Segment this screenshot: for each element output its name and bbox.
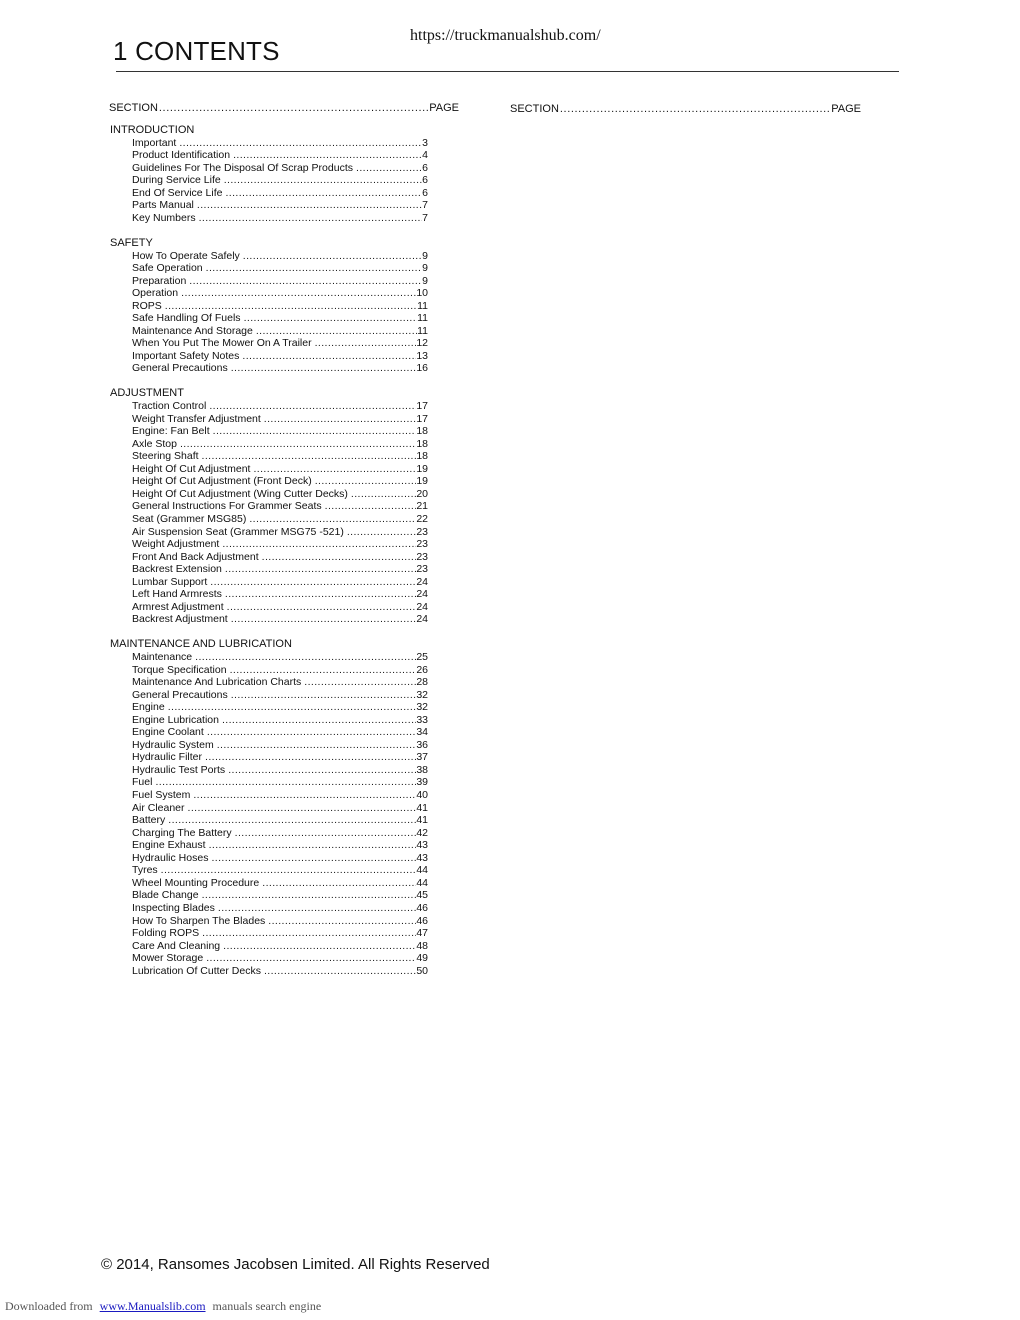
entry-page-number: 46 [416,914,428,927]
toc-entry[interactable] [132,475,428,488]
entry-page-number: 7 [422,211,428,224]
entry-title: Folding ROPS [132,927,200,940]
leader-dots [213,425,417,438]
entry-page-number: 24 [416,600,428,613]
toc-entry[interactable] [132,952,428,965]
toc-entry[interactable] [132,413,428,426]
toc-entry[interactable] [132,337,428,350]
entry-title: How To Sharpen The Blades [132,914,266,927]
manualslib-link[interactable]: www.Manualslib.com [99,1299,206,1313]
entry-title: Important [132,136,177,149]
section-heading: INTRODUCTION [110,124,195,136]
toc-entry[interactable] [132,362,428,375]
entry-page-number: 20 [416,487,428,500]
toc-entry[interactable] [132,425,428,438]
column-header-section: SECTION [510,103,559,115]
entry-page-number: 21 [416,500,428,513]
leader-dots [225,187,422,200]
entry-title: Height Of Cut Adjustment [132,462,251,475]
entry-page-number: 41 [416,801,428,814]
toc-entry[interactable] [132,701,428,714]
entry-page-number: 25 [416,651,428,664]
entry-title: Fuel System [132,789,191,802]
leader-dots [179,137,422,150]
entry-title: Engine Lubrication [132,713,219,726]
leader-dots [202,889,417,902]
footer-prefix: Downloaded from [5,1299,93,1313]
column-header-page: PAGE [831,103,861,115]
entry-page-number: 13 [416,349,428,362]
toc-entry[interactable] [132,839,428,852]
leader-dots [193,789,416,802]
toc-entry[interactable] [132,488,428,501]
leader-dots [560,103,830,116]
leader-dots [231,362,417,375]
entry-title: Parts Manual [132,199,194,212]
leader-dots [268,915,416,928]
leader-dots [159,102,428,115]
entry-title: Hydraulic Filter [132,751,203,764]
leader-dots [351,488,416,501]
entry-title: Engine: Fan Belt [132,425,210,438]
leader-dots [218,902,416,915]
leader-dots [202,927,416,940]
leader-dots [230,664,417,677]
entry-title: Weight Adjustment [132,538,220,551]
toc-entry[interactable] [132,689,428,702]
entry-title: Traction Control [132,400,207,413]
entry-title: Lumbar Support [132,575,208,588]
entry-title: General Instructions For Grammer Seats [132,500,322,513]
leader-dots [155,776,416,789]
leader-dots [180,438,416,451]
leader-dots [197,199,422,212]
toc-entry[interactable] [132,789,428,802]
toc-entry[interactable] [132,500,428,513]
leader-dots [202,450,417,463]
leader-dots [211,852,416,865]
toc-entry[interactable] [132,551,428,564]
toc-entry[interactable] [132,250,428,263]
entry-title: Care And Cleaning [132,939,221,952]
leader-dots [223,940,416,953]
entry-page-number: 24 [416,575,428,588]
entry-title: Blade Change [132,889,199,902]
leader-dots [222,538,416,551]
entry-title: General Precautions [132,688,228,701]
entry-page-number: 9 [422,249,428,262]
entry-title: Safe Handling Of Fuels [132,312,241,325]
toc-entry[interactable] [132,538,428,551]
entry-title: Hydraulic System [132,738,214,751]
toc-entry[interactable] [132,927,428,940]
entry-page-number: 6 [422,174,428,187]
leader-dots [210,576,416,589]
column-header-left [109,101,459,115]
leader-dots [315,337,417,350]
leader-dots [165,300,417,313]
leader-dots [253,463,416,476]
entry-page-number: 38 [416,763,428,776]
toc-entry[interactable] [132,162,428,175]
entry-page-number: 50 [416,964,428,977]
download-footer [5,1299,321,1314]
toc-entry[interactable] [132,814,428,827]
entry-page-number: 42 [416,826,428,839]
entry-title: End Of Service Life [132,186,223,199]
entry-page-number: 10 [416,287,428,300]
entry-title: General Precautions [132,362,228,375]
entry-page-number: 36 [416,738,428,751]
leader-dots [262,877,416,890]
entry-title: Height Of Cut Adjustment (Wing Cutter Decks) [132,487,348,500]
leader-dots [244,312,418,325]
entry-page-number: 28 [416,676,428,689]
entry-title: Product Identification [132,149,231,162]
leader-dots [262,551,417,564]
section-heading: MAINTENANCE AND LUBRICATION [110,638,292,651]
entry-page-number: 17 [416,400,428,413]
entry-title: Key Numbers [132,211,196,224]
entry-title: Engine Coolant [132,726,204,739]
entry-page-number: 32 [416,701,428,714]
leader-dots [168,701,417,714]
toc-entry[interactable] [132,438,428,451]
leader-dots [206,262,423,275]
entry-title: Axle Stop [132,437,177,450]
leader-dots [235,827,417,840]
entry-page-number: 24 [416,588,428,601]
leader-dots [249,513,416,526]
entry-page-number: 4 [422,149,428,162]
toc-entry[interactable] [132,576,428,589]
toc-entry[interactable] [132,199,428,212]
entry-title: Mower Storage [132,952,204,965]
leader-dots [188,802,417,815]
entry-page-number: 26 [416,663,428,676]
leader-dots [228,764,416,777]
toc-entry[interactable] [132,325,428,338]
toc-entry[interactable] [132,187,428,200]
entry-page-number: 11 [417,299,428,312]
entry-page-number: 23 [416,563,428,576]
toc-entry[interactable] [132,915,428,928]
entry-title: Weight Transfer Adjustment [132,412,261,425]
entry-title: Seat (Grammer MSG85) [132,513,247,525]
entry-title: ROPS [132,299,162,312]
toc-entry[interactable] [132,726,428,739]
leader-dots [209,400,416,413]
leader-dots [224,174,422,187]
toc-entry[interactable] [132,450,428,463]
entry-title: Backrest Extension [132,563,222,576]
entry-page-number: 19 [416,475,428,488]
toc-section [110,237,440,375]
leader-dots [207,726,417,739]
entry-title: Preparation [132,274,187,287]
entry-title: How To Operate Safely [132,249,240,262]
toc-entry[interactable] [132,940,428,953]
entry-page-number: 11 [417,312,428,325]
entry-title: Maintenance And Lubrication Charts [132,676,302,689]
toc-section [110,638,440,977]
entry-title: Height Of Cut Adjustment (Front Deck) [132,475,312,488]
toc-entry[interactable] [132,513,428,526]
toc-section [110,387,440,625]
table-of-contents [110,124,440,990]
leader-dots [325,500,417,513]
leader-dots [161,864,417,877]
leader-dots [205,751,416,764]
leader-dots [168,814,416,827]
toc-entry[interactable] [132,149,428,162]
toc-entry[interactable] [132,651,428,664]
entry-page-number: 3 [422,136,428,149]
entry-page-number: 40 [416,789,428,802]
entry-page-number: 16 [416,362,428,375]
entry-page-number: 47 [416,927,428,940]
entry-page-number: 9 [422,262,428,275]
toc-entry[interactable] [132,864,428,877]
entry-page-number: 41 [416,814,428,827]
entry-page-number: 34 [416,726,428,739]
leader-dots [209,839,417,852]
leader-dots [195,651,416,664]
toc-entry[interactable] [132,174,428,187]
entry-title: Armrest Adjustment [132,600,224,613]
entry-page-number: 18 [416,437,428,450]
leader-dots [242,350,416,363]
entry-title: Air Cleaner [132,801,185,814]
entry-title: Guidelines For The Disposal Of Scrap Products [132,161,353,174]
leader-dots [304,676,416,689]
entry-page-number: 17 [416,412,428,425]
toc-entry[interactable] [132,262,428,275]
entry-title: Torque Specification [132,663,227,676]
entry-page-number: 18 [416,425,428,438]
toc-entry[interactable] [132,212,428,225]
entry-page-number: 11 [417,324,428,337]
entry-title: Operation [132,287,179,300]
toc-entry[interactable] [132,563,428,576]
leader-dots [264,965,416,978]
leader-dots [231,689,417,702]
toc-entry[interactable] [132,601,428,614]
entry-page-number: 49 [416,952,428,965]
entry-page-number: 45 [416,889,428,902]
entry-title: Fuel [132,776,153,789]
entry-title: Maintenance [132,651,193,664]
toc-entry[interactable] [132,312,428,325]
toc-entry[interactable] [132,764,428,777]
entry-title: Battery [132,814,166,827]
toc-entry[interactable] [132,664,428,677]
entry-title: Front And Back Adjustment [132,550,259,563]
toc-section [110,124,440,224]
toc-entry[interactable] [132,287,428,300]
leader-dots [206,952,416,965]
entry-page-number: 19 [416,462,428,475]
entry-title: Tyres [132,864,158,877]
column-header-right [510,102,861,116]
leader-dots [264,413,417,426]
toc-entry[interactable] [132,776,428,789]
entry-title: When You Put The Mower On A Trailer [132,337,312,350]
toc-entry[interactable] [132,751,428,764]
toc-entry[interactable] [132,526,428,539]
leader-dots [227,601,417,614]
entry-page-number: 43 [416,839,428,852]
entry-title: Safe Operation [132,262,203,275]
toc-entry[interactable] [132,463,428,476]
entry-page-number: 23 [416,538,428,551]
entry-title: Air Suspension Seat (Grammer MSG75 -521) [132,525,344,538]
entry-page-number: 44 [416,876,428,889]
toc-entry[interactable] [132,300,428,313]
entry-title: Important Safety Notes [132,349,240,362]
toc-entry[interactable] [132,676,428,689]
toc-entry[interactable] [132,275,428,288]
column-header-page: PAGE [429,102,459,114]
toc-entry[interactable] [132,588,428,601]
entry-page-number: 6 [422,161,428,174]
entry-title: During Service Life [132,174,221,187]
entry-page-number: 12 [416,337,428,350]
toc-entry[interactable] [132,137,428,150]
leader-dots [347,526,416,539]
entry-page-number: 9 [422,274,428,287]
entry-page-number: 32 [416,688,428,701]
toc-entry[interactable] [132,902,428,915]
entry-page-number: 48 [416,939,428,952]
toc-entry[interactable] [132,739,428,752]
leader-dots [315,475,417,488]
footer-suffix: manuals search engine [212,1299,322,1313]
leader-dots [243,250,422,263]
entry-page-number: 44 [416,864,428,877]
title-divider [116,71,899,72]
toc-entry[interactable] [132,965,428,978]
toc-entry[interactable] [132,613,428,626]
entry-page-number: 24 [416,613,428,626]
entry-page-number: 7 [422,199,428,212]
entry-title: Maintenance And Storage [132,324,253,337]
entry-title: Hydraulic Test Ports [132,763,226,776]
leader-dots [222,714,416,727]
entry-page-number: 22 [416,513,428,525]
leader-dots [356,162,422,175]
page-title: 1 CONTENTS [113,36,280,66]
section-heading: SAFETY [110,236,153,249]
column-header-section: SECTION [109,102,158,114]
leader-dots [225,563,416,576]
leader-dots [217,739,417,752]
toc-entry[interactable] [132,877,428,890]
toc-entry[interactable] [132,350,428,363]
entry-title: Wheel Mounting Procedure [132,876,260,889]
leader-dots [233,149,422,162]
leader-dots [256,325,417,338]
entry-page-number: 39 [416,776,428,789]
toc-entry[interactable] [132,400,428,413]
entry-page-number: 23 [416,525,428,538]
entry-page-number: 37 [416,751,428,764]
entry-title: Inspecting Blades [132,901,215,914]
entry-title: Engine Exhaust [132,839,206,852]
entry-page-number: 43 [416,851,428,864]
entry-title: Left Hand Armrests [132,588,222,601]
entry-page-number: 23 [416,550,428,563]
leader-dots [231,613,417,626]
toc-entry[interactable] [132,827,428,840]
entry-page-number: 18 [416,450,428,463]
entry-title: Lubrication Of Cutter Decks [132,964,261,977]
leader-dots [199,212,423,225]
leader-dots [225,588,416,601]
entry-title: Backrest Adjustment [132,613,228,626]
entry-title: Engine [132,701,165,714]
entry-title: Steering Shaft [132,450,199,463]
entry-page-number: 6 [422,186,428,199]
entry-title: Charging The Battery [132,826,232,839]
toc-entry[interactable] [132,852,428,865]
entry-page-number: 46 [416,901,428,914]
toc-entry[interactable] [132,802,428,815]
section-heading: ADJUSTMENT [110,387,184,400]
copyright-notice: © 2014, Ransomes Jacobsen Limited. All Rights Reserved [101,1256,490,1273]
entry-title: Hydraulic Hoses [132,851,209,864]
toc-entry[interactable] [132,889,428,902]
header-url[interactable]: https://truckmanualshub.com/ [410,27,601,44]
leader-dots [189,275,422,288]
toc-entry[interactable] [132,714,428,727]
entry-page-number: 33 [416,713,428,726]
leader-dots [181,287,416,300]
